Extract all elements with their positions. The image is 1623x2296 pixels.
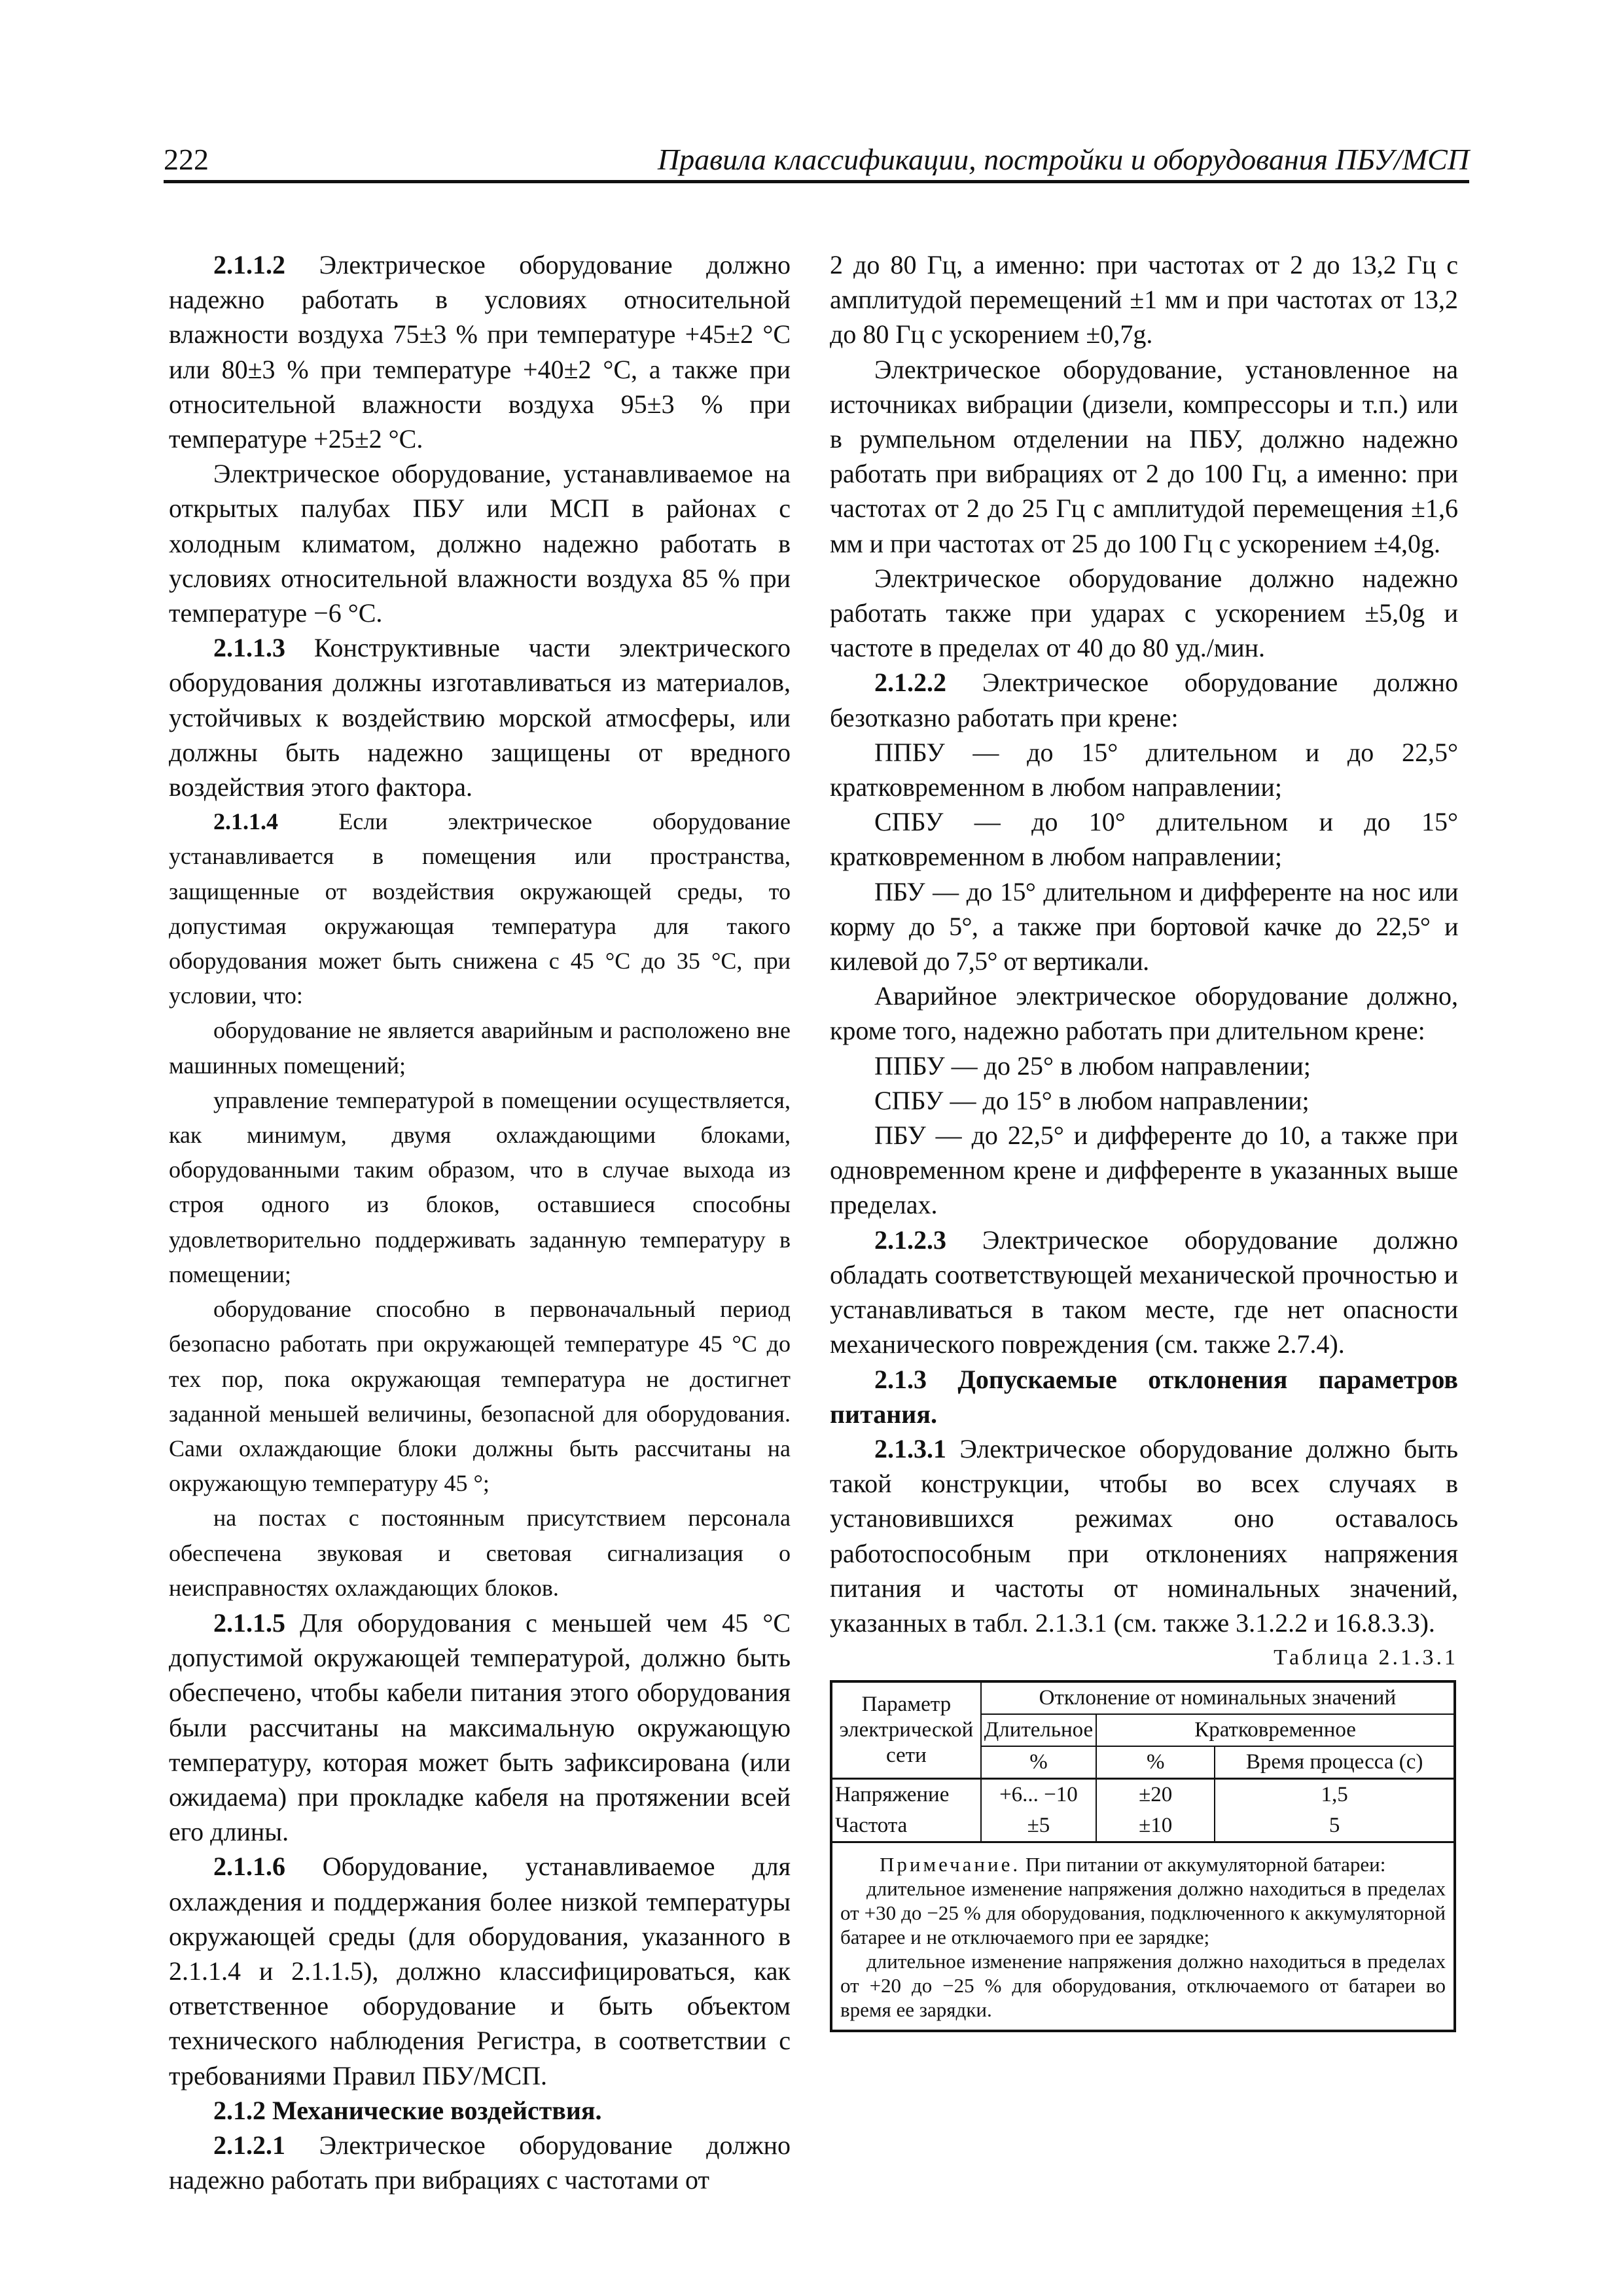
paragraph-text: Если электрическое оборудование устанавливается в помещения или пространства, защищенные от воздействия окружающей среды, то допустимая окружающая температура для такого оборудования может быть снижена с 45 °С до 35 °С, при условии, что: [169, 808, 791, 1009]
paragraph-text: Электрическое оборудование должно быть такой конструкции, чтобы во всех случаях в установившихся режимах оно оставалось работоспособным при отклонениях напряжения питания и частоты от номинальных значений, указанных в табл. 2.1.3.1 (см. также 3.1.2.2 и 16.8.3.3). [830, 1433, 1458, 1638]
clause-number: 2.1.3.1 [874, 1433, 946, 1463]
table-caption: Таблица 2.1.3.1 [1274, 1645, 1458, 1670]
paragraph-text: Для оборудования с меньшей чем 45 °С допустимой окружающей температурой, должно быть обеспечено, чтобы кабели питания этого оборудования были рассчитаны на максимальную окружающую температуру, которая может быть зафиксирована (или ожидаема) при прокладке кабеля на протяжении всей его длины. [169, 1607, 791, 1847]
note-item: длительное изменение напряжения должно находиться в пределах от +20 до −25 % для оборудования, отключаемого от батареи во время ее зарядки. [840, 1950, 1446, 2022]
header-param: Параметр электрической сети [831, 1681, 981, 1779]
clause-number: 2.1.1.2 [213, 250, 285, 279]
page-number: 222 [164, 143, 209, 176]
list-item: СПБУ — до 15° в любом направлении; [874, 1085, 1310, 1115]
paragraph-2-1-1-3 [169, 630, 791, 804]
paragraph-2-1-2-3 [830, 1223, 1458, 1362]
page-header [164, 141, 1469, 183]
paragraph-text: Конструктивные части электрического оборудования должны изготавливаться из материалов, устойчивых к воздействию морской атмосферы, или должны быть надежно защищены от вредного воздействия этого фактора. [169, 633, 791, 802]
row-frequency-long: ±5 [981, 1810, 1096, 1842]
header-long: Длительное [981, 1714, 1096, 1746]
paragraph-text: Электрическое оборудование должно обладать соответствующей механической прочностью и устанавливаться в таком месте, где нет опасности механического повреждения (см. также 2.7.4). [830, 1225, 1458, 1359]
note-intro-text: При питании от аккумуляторной батареи: [1020, 1853, 1386, 1876]
paragraph-2-1-1-4 [169, 804, 791, 1013]
header-deviation: Отклонение от номинальных значений [981, 1681, 1455, 1714]
row-frequency-short: ±10 [1096, 1810, 1215, 1842]
list-item: СПБУ — до 10° длительном и до 15° кратковременном в любом направлении; [830, 807, 1458, 872]
row-voltage-short: ±20 [1096, 1779, 1215, 1811]
clause-number: 2.1.2.2 [874, 668, 946, 698]
table-row [831, 1810, 1455, 1842]
clause-number: 2.1.1.3 [213, 633, 285, 663]
list-item: ППБУ — до 25° в любом направлении; [874, 1050, 1311, 1081]
paragraph: Аварийное электрическое оборудование должно, кроме того, надежно работать при длительном крене: [830, 981, 1458, 1046]
paragraph-2-1-1-2 [169, 247, 791, 456]
condition-item: оборудование не является аварийным и расположено вне машинных помещений; [169, 1017, 791, 1079]
condition-item: оборудование способно в первоначальный период безопасно работать при окружающей температуре 45 °С до тех пор, пока окружающая температура не достигнет заданной меньшей величины, безопасной для оборудования. Сами охлаждающие блоки должны быть рассчитаны на окружающую температуру 45 °; [169, 1296, 791, 1497]
list-item: ППБУ — до 15° длительном и до 22,5° кратковременном в любом направлении; [830, 737, 1458, 802]
paragraph-2-1-2-2 [830, 665, 1458, 734]
table-row [831, 1779, 1455, 1811]
paragraph-2-1-2-1 [169, 2128, 791, 2197]
paragraph-2-1-3-1 [830, 1431, 1458, 1640]
note-item: длительное изменение напряжения должно находиться в пределах от +30 до −25 % для оборудования, подключенного к аккумуляторной батарее и не отключаемого при ее зарядке; [840, 1877, 1446, 1949]
clause-number: 2.1.1.4 [213, 808, 278, 835]
section-heading: 2.1.3 Допускаемые отклонения параметров питания. [830, 1364, 1458, 1429]
clause-number: 2.1.2.1 [213, 2130, 285, 2160]
running-title: Правила классификации, постройки и оборудования ПБУ/МСП [657, 143, 1469, 176]
header-percent-long: % [981, 1746, 1096, 1779]
paragraph-text: Оборудование, устанавливаемое для охлаждения и поддержания более низкой температуры окружающей среды (для оборудования, указанного в 2.1.1.4 и 2.1.1.5), должно классифицироваться, как ответственное оборудование и быть объектом технического наблюдения Регистра, в соответствии с требованиями Правил ПБУ/МСП. [169, 1852, 791, 2090]
clause-number: 2.1.1.6 [213, 1852, 285, 1882]
note-intro [840, 1852, 1446, 1876]
header-time: Время процесса (с) [1215, 1746, 1455, 1779]
paragraph-text: Электрическое оборудование должно надежно работать в условиях относительной влажности воздуха 75±3 % при температуре +45±2 °С или 80±3 % при температуре +40±2 °С, а также при относительной влажности воздуха 95±3 % при температуре +25±2 °С. [169, 250, 791, 454]
deviation-table [830, 1680, 1456, 2032]
list-item: ПБУ — до 15° длительном и дифференте на нос или корму до 5°, а также при бортовой качке до 22,5° и килевой до 7,5° от вертикали. [830, 876, 1458, 977]
paragraph-text: Электрическое оборудование должно безотказно работать при крене: [830, 668, 1458, 732]
table-note-row [831, 1842, 1455, 2032]
condition-item: управление температурой в помещении осуществляется, как минимум, двумя охлаждающими блоками, оборудованными таким образом, что в случае выхода из строя одного из блоков, оставшиеся способны удовлетворительно поддерживать заданную температуру в помещении; [169, 1086, 791, 1287]
row-frequency-time: 5 [1215, 1810, 1455, 1842]
row-voltage-long: +6... −10 [981, 1779, 1096, 1811]
right-column [830, 247, 1458, 2032]
header-short: Кратковременное [1096, 1714, 1455, 1746]
paragraph: Электрическое оборудование должно надежно работать также при ударах с ускорением ±5,0g и частоте в пределах от 40 до 80 уд./мин. [830, 563, 1458, 663]
clause-number: 2.1.1.5 [213, 1607, 285, 1638]
paragraph: Электрическое оборудование, установленное на источниках вибрации (дизели, компрессоры и т.п.) или в румпельном отделении на ПБУ, должно надежно работать при вибрациях от 2 до 100 Гц, а именно: при частотах от 2 до 25 Гц с амплитудой перемещения ±1,6 мм и при частотах от 25 до 100 Гц с ускорением ±4,0g. [830, 354, 1458, 558]
row-voltage-name: Напряжение [831, 1779, 981, 1811]
header-percent-short: % [1096, 1746, 1215, 1779]
paragraph-continued: 2 до 80 Гц, а именно: при частотах от 2 до 13,2 Гц с амплитудой перемещений ±1 мм и при частотах от 13,2 до 80 Гц с ускорением ±0,7g. [830, 250, 1458, 350]
row-frequency-name: Частота [831, 1810, 981, 1842]
table-note [831, 1842, 1455, 2032]
left-column [169, 247, 791, 2197]
clause-number: 2.1.2.3 [874, 1225, 946, 1255]
paragraph-2-1-1-5 [169, 1605, 791, 1849]
section-heading: 2.1.2 Механические воздействия. [213, 2095, 602, 2125]
table-header-row [831, 1681, 1455, 1714]
row-voltage-time: 1,5 [1215, 1779, 1455, 1811]
paragraph-text: Электрическое оборудование должно надежно работать при вибрациях с частотами от [169, 2130, 791, 2195]
condition-item: на постах с постоянным присутствием персонала обеспечена звуковая и световая сигнализация о неисправностях охлаждающих блоков. [169, 1505, 791, 1601]
list-item: ПБУ — до 22,5° и дифференте до 10, а также при одновременном крене и дифференте в указанных выше пределах. [830, 1121, 1458, 1220]
paragraph: Электрическое оборудование, устанавливаемое на открытых палубах ПБУ или МСП в районах с холодным климатом, должно надежно работать в условиях относительной влажности воздуха 85 % при температуре −6 °С. [169, 459, 791, 628]
paragraph-2-1-1-6 [169, 1849, 791, 2092]
note-label: Примечание. [880, 1853, 1021, 1876]
